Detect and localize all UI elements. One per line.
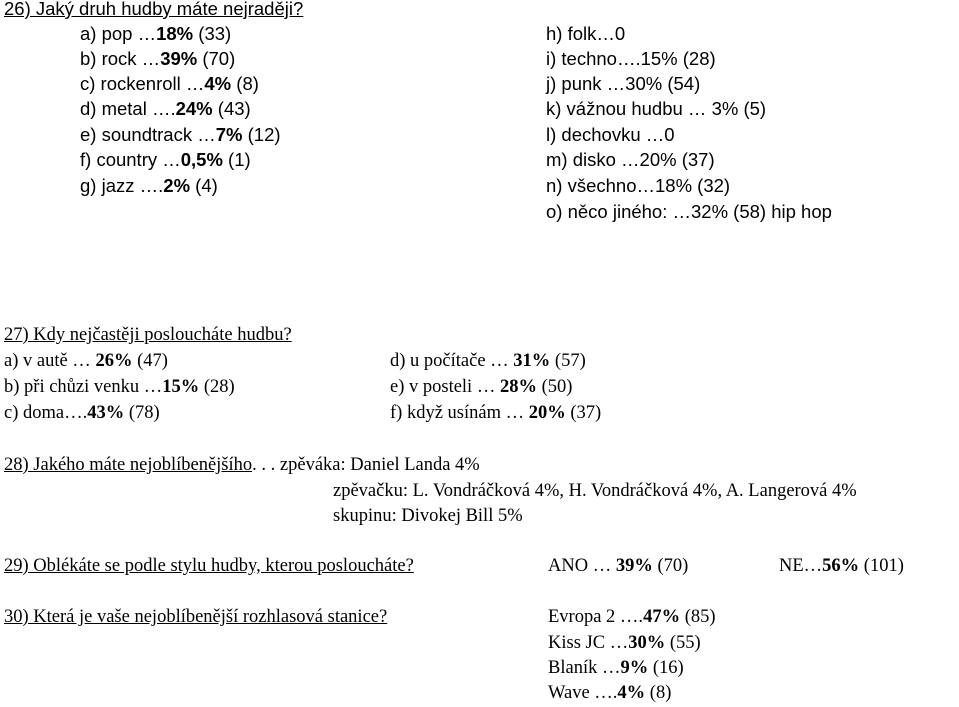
q28-skupina: skupinu: Divokej Bill 5% [333, 506, 523, 526]
q26-answer-pop: a) pop …18% (33) [80, 23, 232, 44]
q26-answer-rockenroll: c) rockenroll …4% (8) [80, 73, 259, 94]
q27-answer-doma: c) doma….43% (78) [4, 403, 160, 423]
q26-answer-vaznou-hudbu: k) vážnou hudbu … 3% (5) [546, 98, 767, 119]
q30-answer-wave: Wave ….4% (8) [548, 683, 672, 703]
q26-answer-punk: j) punk …30% (54) [546, 73, 701, 94]
q30-answer-evropa2: Evropa 2 ….47% (85) [548, 607, 716, 627]
q28-title: 28) Jakého máte nejoblíbenějšího [4, 455, 253, 475]
q27-answer-chuze-venku: b) při chůzi venku …15% (28) [4, 377, 235, 397]
q30-title: 30) Která je vaše nejoblíbenější rozhlasová stanice? [4, 607, 388, 627]
q27-answer-usinam: f) když usínám … 20% (37) [390, 403, 602, 423]
q26-answer-rock: b) rock …39% (70) [80, 48, 236, 69]
q26-answer-neco-jineho: o) něco jiného: …32% (58) hip hop [546, 201, 832, 222]
q27-answer-pocitac: d) u počítače … 31% (57) [390, 351, 586, 371]
q29-title: 29) Oblékáte se podle stylu hudby, kterou posloucháte? [4, 556, 414, 576]
q28-zpevak: . . . zpěváka: Daniel Landa 4% [252, 455, 480, 475]
q27-answer-posteli: e) v posteli … 28% (50) [390, 377, 573, 397]
q26-answer-vsechno: n) všechno…18% (32) [546, 175, 731, 196]
q26-title: 26) Jaký druh hudby máte nejraději? [4, 0, 304, 19]
q26-answer-disko: m) disko …20% (37) [546, 149, 715, 170]
q26-answer-folk: h) folk…0 [546, 23, 626, 44]
q28-zpevacka: zpěvačku: L. Vondráčková 4%, H. Vondráčková 4%, A. Langerová 4% [333, 481, 857, 501]
q26-answer-country: f) country …0,5% (1) [80, 149, 251, 170]
q30-answer-blanik: Blaník …9% (16) [548, 658, 684, 678]
q26-answer-soundtrack: e) soundtrack …7% (12) [80, 124, 281, 145]
q28-line-1 [4, 454, 480, 476]
q29-answer-ano: ANO … 39% (70) [548, 556, 689, 576]
q26-answer-metal: d) metal ….24% (43) [80, 98, 251, 119]
q26-answer-jazz: g) jazz ….2% (4) [80, 175, 218, 196]
q26-answer-techno: i) techno….15% (28) [546, 48, 716, 69]
q30-answer-kissjc: Kiss JC …30% (55) [548, 633, 701, 653]
q26-answer-dechovku: l) dechovku …0 [546, 124, 675, 145]
q29-answer-ne: NE…56% (101) [779, 556, 904, 576]
q27-title: 27) Kdy nejčastěji posloucháte hudbu? [4, 325, 292, 345]
q27-answer-v-aute: a) v autě … 26% (47) [4, 351, 168, 371]
